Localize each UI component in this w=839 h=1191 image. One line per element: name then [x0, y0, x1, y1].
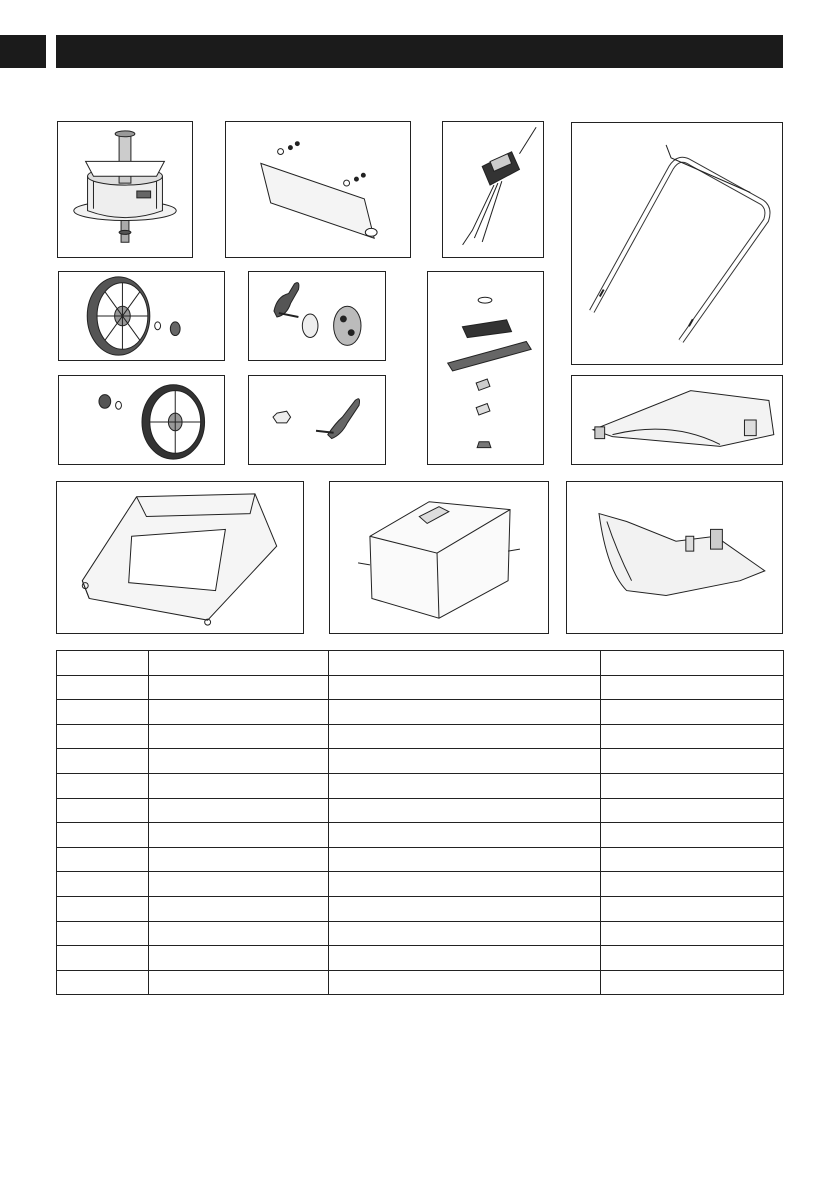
part-panel-switch-box	[442, 121, 544, 258]
table-row	[57, 946, 784, 971]
top-cover-icon	[57, 482, 303, 633]
parts-table	[56, 650, 784, 995]
table-cell	[329, 724, 601, 749]
table-cell	[57, 847, 149, 872]
part-panel-top-cover	[56, 481, 304, 634]
table-row	[57, 872, 784, 897]
table-cell	[329, 749, 601, 774]
part-panel-wheel-right	[58, 375, 225, 465]
table-row	[57, 724, 784, 749]
table-cell	[329, 970, 601, 995]
deck-housing-icon	[567, 482, 782, 633]
table-cell	[329, 700, 601, 725]
table-cell	[601, 798, 784, 823]
table-cell	[57, 749, 149, 774]
table-cell	[57, 872, 149, 897]
table-row	[57, 921, 784, 946]
blade-assembly-icon	[428, 272, 543, 464]
handle-icon	[572, 123, 782, 364]
table-cell	[601, 749, 784, 774]
table-cell	[329, 921, 601, 946]
table-cell	[149, 798, 329, 823]
table-row	[57, 675, 784, 700]
table-cell	[601, 675, 784, 700]
table-cell	[57, 896, 149, 921]
table-cell	[57, 773, 149, 798]
table-cell	[149, 651, 329, 676]
table-cell	[57, 675, 149, 700]
table-cell	[601, 896, 784, 921]
table-cell	[329, 773, 601, 798]
table-cell	[149, 946, 329, 971]
table-cell	[149, 700, 329, 725]
table-cell	[329, 798, 601, 823]
rear-flap-icon	[226, 122, 410, 257]
table-cell	[329, 675, 601, 700]
table-cell	[601, 847, 784, 872]
table-cell	[57, 921, 149, 946]
table-cell	[601, 872, 784, 897]
part-panel-grass-bag	[329, 481, 549, 634]
part-panel-rear-flap	[225, 121, 411, 258]
table-cell	[149, 675, 329, 700]
part-panel-chassis-bottom	[571, 375, 783, 465]
table-cell	[329, 872, 601, 897]
table-cell	[601, 724, 784, 749]
part-panel-handle	[571, 122, 783, 365]
table-row	[57, 749, 784, 774]
table-cell	[57, 970, 149, 995]
height-adjust-lever-icon	[249, 272, 385, 360]
chassis-bottom-icon	[572, 376, 782, 464]
table-cell	[329, 651, 601, 676]
switch-box-icon	[443, 122, 543, 257]
table-row	[57, 823, 784, 848]
table-row	[57, 651, 784, 676]
table-cell	[601, 651, 784, 676]
page-title	[56, 43, 66, 59]
table-cell	[149, 749, 329, 774]
table-row	[57, 847, 784, 872]
table-cell	[149, 823, 329, 848]
table-cell	[149, 724, 329, 749]
table-row	[57, 700, 784, 725]
table-cell	[329, 896, 601, 921]
table-cell	[57, 724, 149, 749]
table-cell	[149, 773, 329, 798]
part-panel-motor	[57, 121, 193, 258]
table-row	[57, 798, 784, 823]
table-cell	[329, 946, 601, 971]
part-panel-lever-nut	[248, 375, 386, 465]
grass-bag-icon	[330, 482, 548, 633]
table-cell	[601, 773, 784, 798]
table-cell	[57, 798, 149, 823]
table-row	[57, 896, 784, 921]
table-cell	[601, 970, 784, 995]
table-cell	[329, 823, 601, 848]
table-cell	[601, 823, 784, 848]
wheel-right-icon	[59, 376, 224, 464]
part-panel-height-lever	[248, 271, 386, 361]
table-row	[57, 970, 784, 995]
table-cell	[601, 946, 784, 971]
table-cell	[149, 896, 329, 921]
table-cell	[329, 847, 601, 872]
part-panel-wheel-left	[58, 271, 225, 361]
wheel-left-icon	[59, 272, 224, 360]
table-cell	[149, 847, 329, 872]
table-cell	[149, 970, 329, 995]
part-panel-blade	[427, 271, 544, 465]
table-cell	[149, 872, 329, 897]
table-cell	[601, 700, 784, 725]
table-cell	[57, 946, 149, 971]
part-panel-deck-housing	[566, 481, 783, 634]
table-cell	[57, 651, 149, 676]
table-cell	[601, 921, 784, 946]
motor-icon	[58, 122, 192, 257]
section-tab	[0, 35, 46, 68]
lever-nut-icon	[249, 376, 385, 464]
header-bar	[56, 35, 783, 68]
table-row	[57, 773, 784, 798]
table-cell	[57, 823, 149, 848]
table-cell	[57, 700, 149, 725]
section-tab-label	[0, 43, 10, 59]
table-cell	[149, 921, 329, 946]
